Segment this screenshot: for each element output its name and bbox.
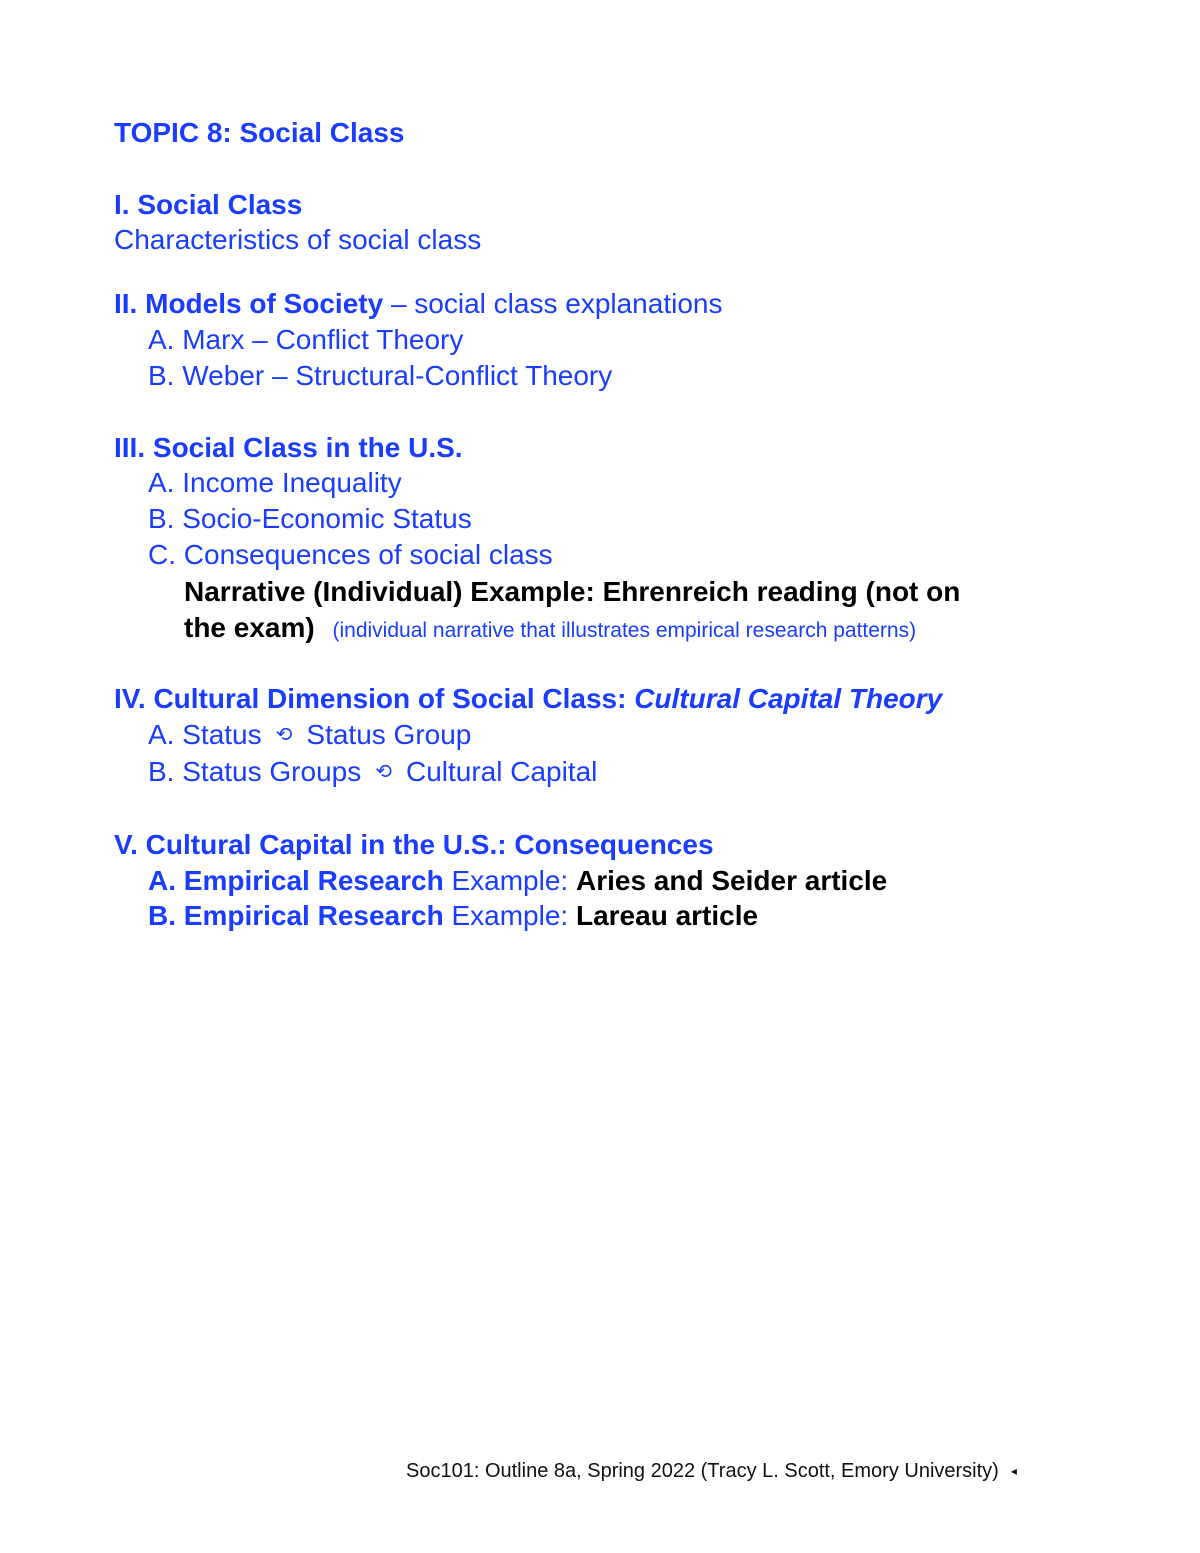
- section-2-item: B. Weber – Structural-Conflict Theory: [148, 360, 613, 391]
- section-5-item-tail: Lareau article: [575, 900, 759, 931]
- section-5-item: [148, 899, 758, 933]
- section-2-heading-tail: – social class explanations: [383, 288, 723, 319]
- section-1-heading: I. Social Class: [114, 189, 303, 220]
- section-4-heading-line: [114, 682, 942, 716]
- section-2-heading-line: [114, 287, 722, 321]
- section-3-item: C. Consequences of social class: [148, 539, 553, 570]
- page-footer: [406, 1458, 1017, 1484]
- section-2-item: A. Marx – Conflict Theory: [148, 324, 464, 355]
- section-5-item-lead: A. Empirical Research: [148, 865, 444, 896]
- arrow-icon: ⟲: [375, 761, 392, 783]
- page-title: TOPIC 8: Social Class: [114, 117, 405, 148]
- narrative-line-2: [184, 611, 916, 648]
- section-5-heading: V. Cultural Capital in the U.S.: Consequences: [114, 829, 714, 860]
- narrative-line-2-text: the exam): [184, 612, 315, 643]
- section-5-item-lead: B. Empirical Research: [148, 900, 444, 931]
- footer-marker-icon: ◂: [1010, 1464, 1017, 1478]
- section-4-item-left: B. Status Groups: [148, 756, 362, 787]
- section-4-item-right: Status Group: [306, 719, 472, 750]
- footer-text: Soc101: Outline 8a, Spring 2022 (Tracy L. Scott, Emory University): [406, 1460, 999, 1482]
- section-3-item: B. Socio-Economic Status: [148, 503, 472, 534]
- section-1-text: Characteristics of social class: [114, 224, 482, 255]
- section-3-item: A. Income Inequality: [148, 467, 402, 498]
- section-5-item-mid: Example:: [443, 900, 576, 931]
- section-5-item-tail: Aries and Seider article: [575, 865, 888, 896]
- section-5-item-mid: Example:: [443, 865, 576, 896]
- section-3-heading: III. Social Class in the U.S.: [114, 432, 463, 463]
- section-4-item-left: A. Status: [148, 719, 262, 750]
- narrative-line-1: Narrative (Individual) Example: Ehrenreich reading (not on: [184, 576, 961, 607]
- section-4-item: [148, 755, 597, 789]
- narrative-note: (individual narrative that illustrates empirical research patterns): [332, 619, 917, 642]
- section-4-heading: IV. Cultural Dimension of Social Class:: [114, 683, 635, 714]
- arrow-icon: ⟲: [275, 724, 293, 746]
- section-2-heading: II. Models of Society: [114, 288, 384, 319]
- section-4-item-right: Cultural Capital: [405, 756, 598, 787]
- section-4-item: [148, 718, 471, 752]
- section-5-item: [148, 864, 887, 898]
- section-4-heading-italic: Cultural Capital Theory: [634, 683, 943, 714]
